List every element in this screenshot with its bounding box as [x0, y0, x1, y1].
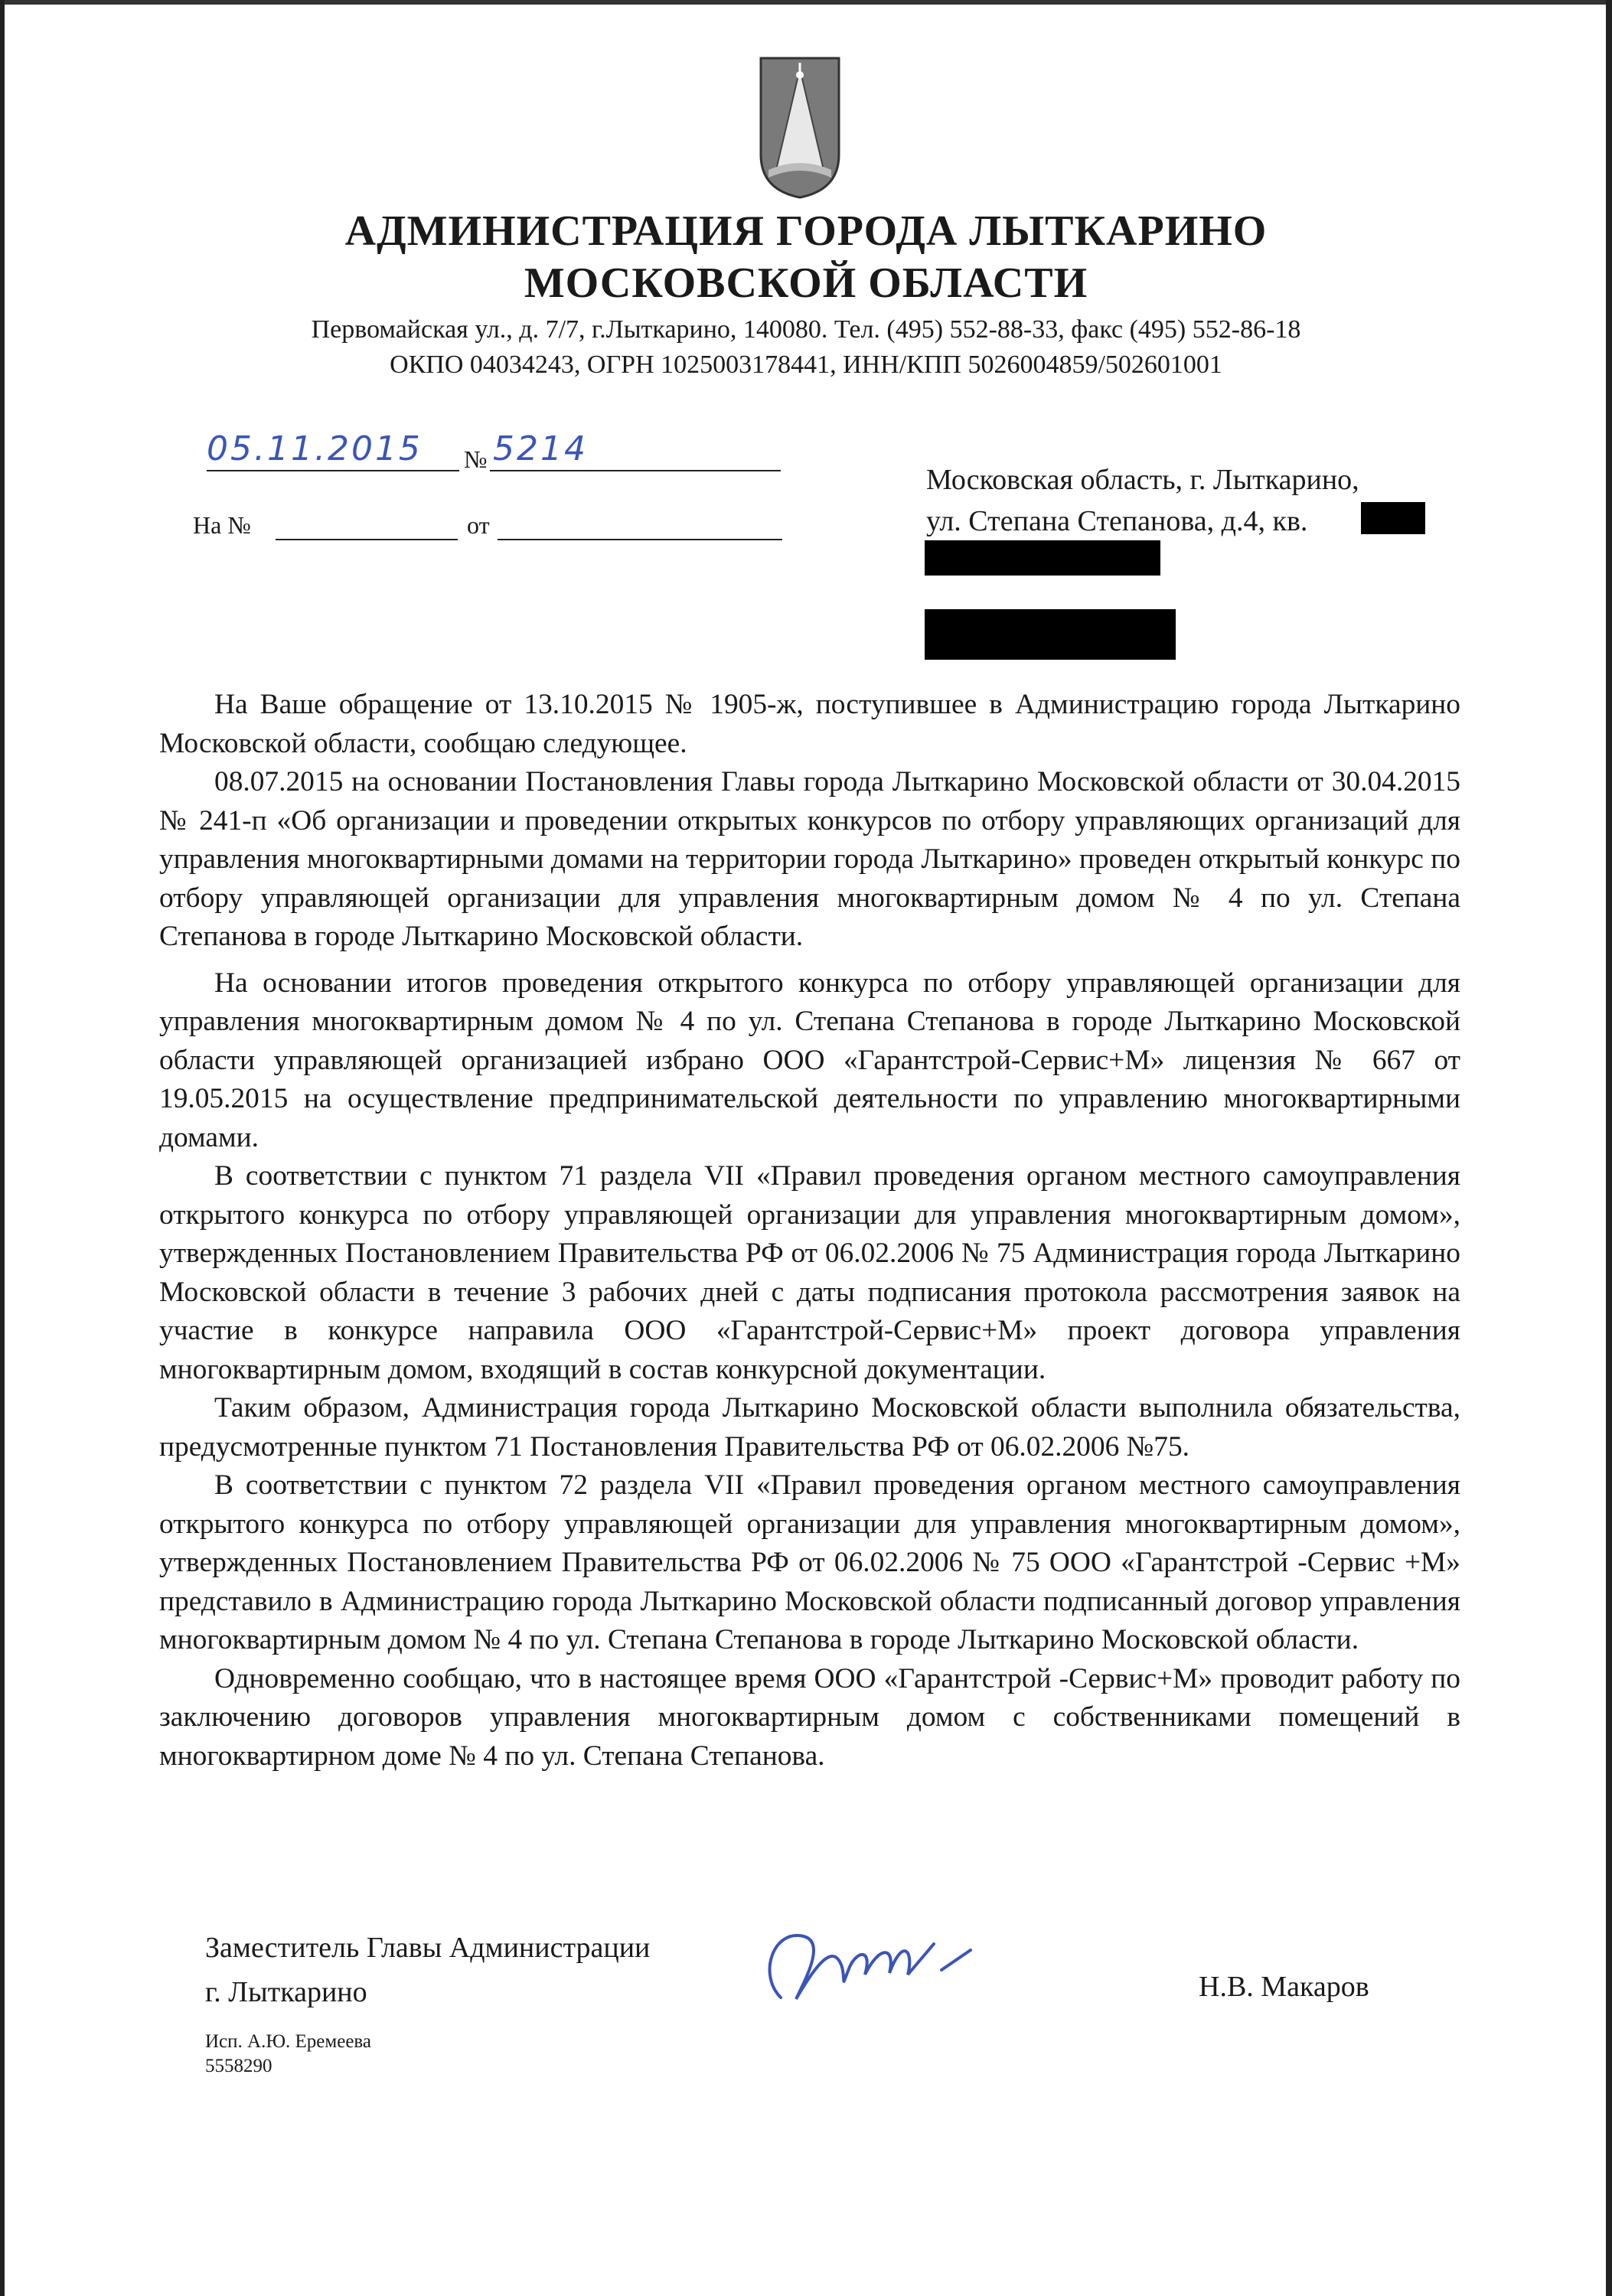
signatory-position-line1: Заместитель Главы Администрации — [205, 1932, 651, 1964]
letter-body — [159, 686, 1460, 1776]
body-paragraph: На Ваше обращение от 13.10.2015 № 1905-ж, поступившее в Администрацию города Лыткарино Московской области, сообщаю следующее. — [159, 689, 1460, 759]
contacts-address-line: Первомайская ул., д. 7/7, г.Лыткарино, 140080. Тел. (495) 552-88-33, факс (495) 552-86-18 — [311, 315, 1301, 344]
redaction-box — [925, 609, 1176, 660]
body-paragraph: В соответствии с пунктом 72 раздела VII «Правил проведения органом местного самоуправления открытого конкурса по отбору управляющей организации для управления многоквартирным домом», утвержденных Постановлением Правительства РФ от 06.02.2006 № 75 ООО «Гарантстрой -Сервис +М» представило в Администрацию города Лыткарино Московской области подписанный договор управления многоквартирным домом № 4 по ул. Степана Степанова в городе Лыткарино Московской области. — [159, 1469, 1460, 1655]
reference-number-label: На № — [193, 511, 251, 539]
body-paragraph: Одновременно сообщаю, что в настоящее время ООО «Гарантстрой -Сервис+М» проводит работу по заключению договоров управления многоквартирным домом с собственниками помещений в многоквартирном доме № 4 по ул. Степана Степанова. — [159, 1662, 1460, 1772]
organization-title — [0, 205, 1612, 309]
outgoing-number-value: 5214 — [493, 429, 588, 468]
signatory-position — [205, 1926, 650, 2014]
executor-phone: 5558290 — [205, 2056, 272, 2076]
reference-date-field — [498, 517, 782, 540]
scan-edge-top — [0, 0, 1612, 5]
outgoing-date-value: 05.11.2015 — [207, 429, 423, 468]
signatory-name: Н.В. Макаров — [1199, 1971, 1369, 2003]
reference-date-label: от — [467, 511, 490, 539]
addressee-line1: Московская область, г. Лыткарино, — [926, 464, 1359, 496]
body-paragraph: Таким образом, Администрация города Лыткарино Московской области выполнила обязательства, предусмотренные пунктом 71 Постановления Правительства РФ от 06.02.2006 №75. — [159, 1392, 1460, 1463]
reference-number-field — [276, 517, 458, 540]
body-paragraph: В соответствии с пунктом 71 раздела VII «Правил проведения органом местного самоуправления открытого конкурса по отбору управляющей организации для управления многоквартирным домом», утвержденных Постановлением Правительства РФ от 06.02.2006 № 75 Администрация города Лыткарино Московской области в течение 3 рабочих дней с даты подписания протокола рассмотрения заявок на участие в конкурсе направила ООО «Гарантстрой-Сервис+М» проект договора управления многоквартирным домом, входящий в состав конкурсной документации. — [159, 1160, 1460, 1385]
executor-name: Исп. А.Ю. Еремеева — [205, 2031, 371, 2052]
org-title-line1: АДМИНИСТРАЦИЯ ГОРОДА ЛЫТКАРИНО — [344, 207, 1268, 255]
outgoing-number-field — [490, 429, 781, 471]
executor-info — [205, 2030, 371, 2079]
org-title-line2: МОСКОВСКОЙ ОБЛАСТИ — [524, 259, 1088, 307]
redaction-box — [1361, 502, 1425, 534]
signatory-position-line2: г. Лыткарино — [205, 1976, 367, 2008]
redaction-box — [925, 540, 1160, 576]
addressee-line2: ул. Степана Степанова, д.4, кв. — [926, 505, 1308, 537]
body-paragraph: 08.07.2015 на основании Постановления Главы города Лыткарино Московской области от 30.04.2015 № 241-п «Об организации и проведении открытых конкурсов по отбору управляющих организаций для управления многоквартирными домами на территории города Лыткарино» проведен открытый конкурс по отбору управляющей организации для управления многоквартирным домом № 4 по ул. Степана Степанова в городе Лыткарино Московской области. — [159, 766, 1460, 952]
city-coat-of-arms-icon — [758, 55, 842, 199]
handwritten-signature — [750, 1913, 995, 2013]
contacts-codes-line: ОКПО 04034243, ОГРН 1025003178441, ИНН/КПП 5026004859/502601001 — [390, 351, 1222, 379]
body-paragraph: На основании итогов проведения открытого конкурса по отбору управляющей организации для управления многоквартирным домом № 4 по ул. Степана Степанова в городе Лыткарино Московской области управляющей организацией избрано ООО «Гарантстрой-Сервис+М» лицензия № 667 от 19.05.2015 на осуществление предпринимательской деятельности по управлению многоквартирными домами. — [159, 967, 1460, 1153]
outgoing-date-field — [207, 429, 459, 471]
organization-contacts — [0, 312, 1612, 383]
outgoing-number-label: № — [464, 445, 488, 473]
